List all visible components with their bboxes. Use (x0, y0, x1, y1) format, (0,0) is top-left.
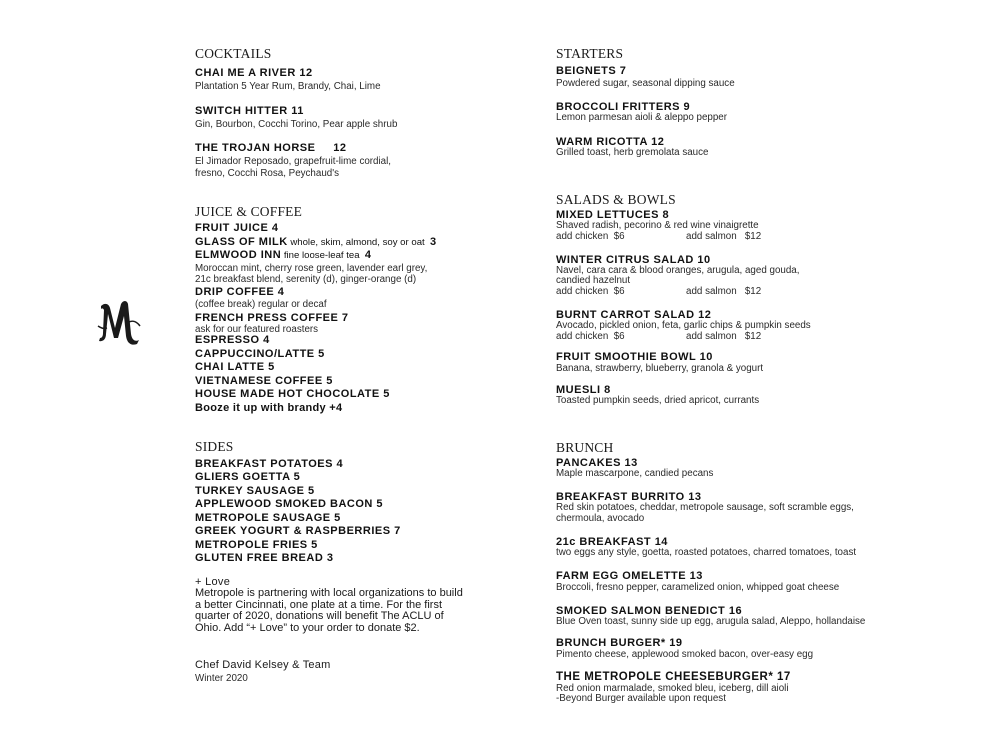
menu-item-name: FRUIT SMOOTHIE BOWL 10 (556, 351, 713, 363)
add-salmon: add salmon $12 (686, 286, 762, 297)
side-item: GREEK YOGURT & RASPBERRIES 7 (195, 525, 401, 537)
side-item: METROPOLE FRIES 5 (195, 539, 318, 551)
item-note: whole, skim, almond, soy or oat (287, 237, 431, 248)
menu-item-name: 21c BREAKFAST 14 (556, 536, 668, 548)
sides-heading: SIDES (195, 439, 234, 454)
menu-item-desc: Red onion marmalade, smoked bleu, iceberg, dill aioli (556, 683, 789, 694)
cocktails-heading: COCKTAILS (195, 46, 272, 61)
menu-item-name: MIXED LETTUCES 8 (556, 209, 670, 221)
menu-item-name: SWITCH HITTER 11 (195, 105, 304, 117)
menu-item-desc: Broccoli, fresno pepper, caramelized onion, whipped goat cheese (556, 582, 840, 593)
menu-item-desc: Blue Oven toast, sunny side up egg, arugula salad, Aleppo, hollandaise (556, 616, 866, 627)
menu-item-name: BEIGNETS 7 (556, 65, 627, 77)
menu-item-desc: (coffee break) regular or decaf (195, 299, 327, 310)
item-name: ELMWOOD INN (195, 249, 282, 261)
side-item: APPLEWOOD SMOKED BACON 5 (195, 498, 384, 510)
menu-item-name: BROCCOLI FRITTERS 9 (556, 101, 691, 113)
item-price: 3 (430, 236, 437, 248)
menu-item-name: CAPPUCCINO/LATTE 5 (195, 348, 325, 360)
menu-item-name: FRUIT JUICE 4 (195, 222, 279, 234)
menu-item-desc: Lemon parmesan aioli & aleppo pepper (556, 112, 728, 123)
menu-item-name (195, 236, 437, 248)
menu-item-desc: ask for our featured roasters (195, 324, 319, 335)
menu-item-name: BRUNCH BURGER* 19 (556, 637, 683, 649)
menu-item-desc: Plantation 5 Year Rum, Brandy, Chai, Lime (195, 81, 381, 92)
menu-item-desc: Red skin potatoes, cheddar, metropole sausage, soft scramble eggs, (556, 502, 854, 513)
menu-item-name: HOUSE MADE HOT CHOCOLATE 5 (195, 388, 390, 400)
menu-item-desc: Shaved radish, pecorino & red wine vinaigrette (556, 220, 759, 231)
season-label: Winter 2020 (195, 673, 248, 684)
menu-item-desc: 21c breakfast blend, serenity (d), ginger-orange (d) (195, 274, 417, 285)
menu-item-desc: candied hazelnut (556, 275, 631, 286)
menu-item-name: SMOKED SALMON BENEDICT 16 (556, 605, 743, 617)
menu-item-desc: Moroccan mint, cherry rose green, lavender earl grey, (195, 263, 428, 274)
side-item: METROPOLE SAUSAGE 5 (195, 512, 341, 524)
menu-item-desc: Grilled toast, herb gremolata sauce (556, 147, 709, 158)
add-salmon: add salmon $12 (686, 231, 762, 242)
add-salmon: add salmon $12 (686, 331, 762, 342)
side-item: GLIERS GOETTA 5 (195, 471, 301, 483)
menu-item-desc: -Beyond Burger available upon request (556, 693, 726, 704)
menu-item-desc: Gin, Bourbon, Cocchi Torino, Pear apple shrub (195, 119, 398, 130)
item-name: GLASS OF MILK (195, 236, 288, 248)
metropole-logo-icon (97, 298, 143, 346)
starters-heading: STARTERS (556, 46, 624, 61)
menu-item-name: PANCAKES 13 (556, 457, 638, 469)
menu-item-name: FRENCH PRESS COFFEE 7 (195, 312, 349, 324)
menu-item-name: CHAI LATTE 5 (195, 361, 275, 373)
menu-item-name: THE METROPOLE CHEESEBURGER* 17 (556, 671, 791, 683)
brandy-addon: Booze it up with brandy +4 (195, 402, 343, 414)
menu-item-desc: Avocado, pickled onion, feta, garlic chips & pumpkin seeds (556, 320, 811, 331)
menu-item-name (195, 249, 372, 261)
side-item: GLUTEN FREE BREAD 3 (195, 552, 334, 564)
salads-heading: SALADS & BOWLS (556, 192, 676, 207)
menu-item-name: DRIP COFFEE 4 (195, 286, 285, 298)
item-price: 4 (364, 249, 372, 261)
chef-signature: Chef David Kelsey & Team (195, 659, 331, 671)
menu-item-desc: Powdered sugar, seasonal dipping sauce (556, 78, 735, 89)
menu-item-desc: fresno, Cocchi Rosa, Peychaud's (195, 168, 339, 179)
menu-item-name: FARM EGG OMELETTE 13 (556, 570, 703, 582)
side-item: TURKEY SAUSAGE 5 (195, 485, 315, 497)
menu-item-name: CHAI ME A RIVER 12 (195, 67, 313, 79)
juice-heading: JUICE & COFFEE (195, 204, 303, 219)
menu-item-desc: Banana, strawberry, blueberry, granola & yogurt (556, 363, 764, 374)
menu-item-name: VIETNAMESE COFFEE 5 (195, 375, 333, 387)
menu-item-name: ESPRESSO 4 (195, 334, 270, 346)
menu-item-desc: Toasted pumpkin seeds, dried apricot, currants (556, 395, 760, 406)
love-title: + Love (195, 576, 231, 588)
love-text: Metropole is partnering with local organizations to build a better Cincinnati, one plate at a time. For the first quarter of 2020, donations will benefit The ACLU of Ohio. Add “+ Love” to your order to donate $2. (195, 587, 463, 634)
item-note: fine loose-leaf tea (281, 250, 365, 261)
menu-item-name: BURNT CARROT SALAD 12 (556, 309, 712, 321)
add-chicken: add chicken $6 (556, 231, 625, 242)
add-chicken: add chicken $6 (556, 331, 625, 342)
brunch-heading: BRUNCH (556, 440, 614, 455)
menu-item-name: THE TROJAN HORSE 12 (195, 142, 347, 154)
menu-item-name: WINTER CITRUS SALAD 10 (556, 254, 711, 266)
menu-item-name: MUESLI 8 (556, 384, 611, 396)
menu-item-desc: El Jimador Reposado, grapefruit-lime cordial, (195, 156, 392, 167)
menu-item-desc: two eggs any style, goetta, roasted potatoes, charred tomatoes, toast (556, 547, 857, 558)
menu-item-desc: Pimento cheese, applewood smoked bacon, over-easy egg (556, 649, 814, 660)
menu-item-desc: Maple mascarpone, candied pecans (556, 468, 714, 479)
menu-item-desc: chermoula, avocado (556, 513, 645, 524)
add-chicken: add chicken $6 (556, 286, 625, 297)
menu-item-name: BREAKFAST BURRITO 13 (556, 491, 702, 503)
side-item: BREAKFAST POTATOES 4 (195, 458, 344, 470)
menu-item-desc: Navel, cara cara & blood oranges, arugula, aged gouda, (556, 265, 800, 276)
menu-item-name: WARM RICOTTA 12 (556, 136, 665, 148)
